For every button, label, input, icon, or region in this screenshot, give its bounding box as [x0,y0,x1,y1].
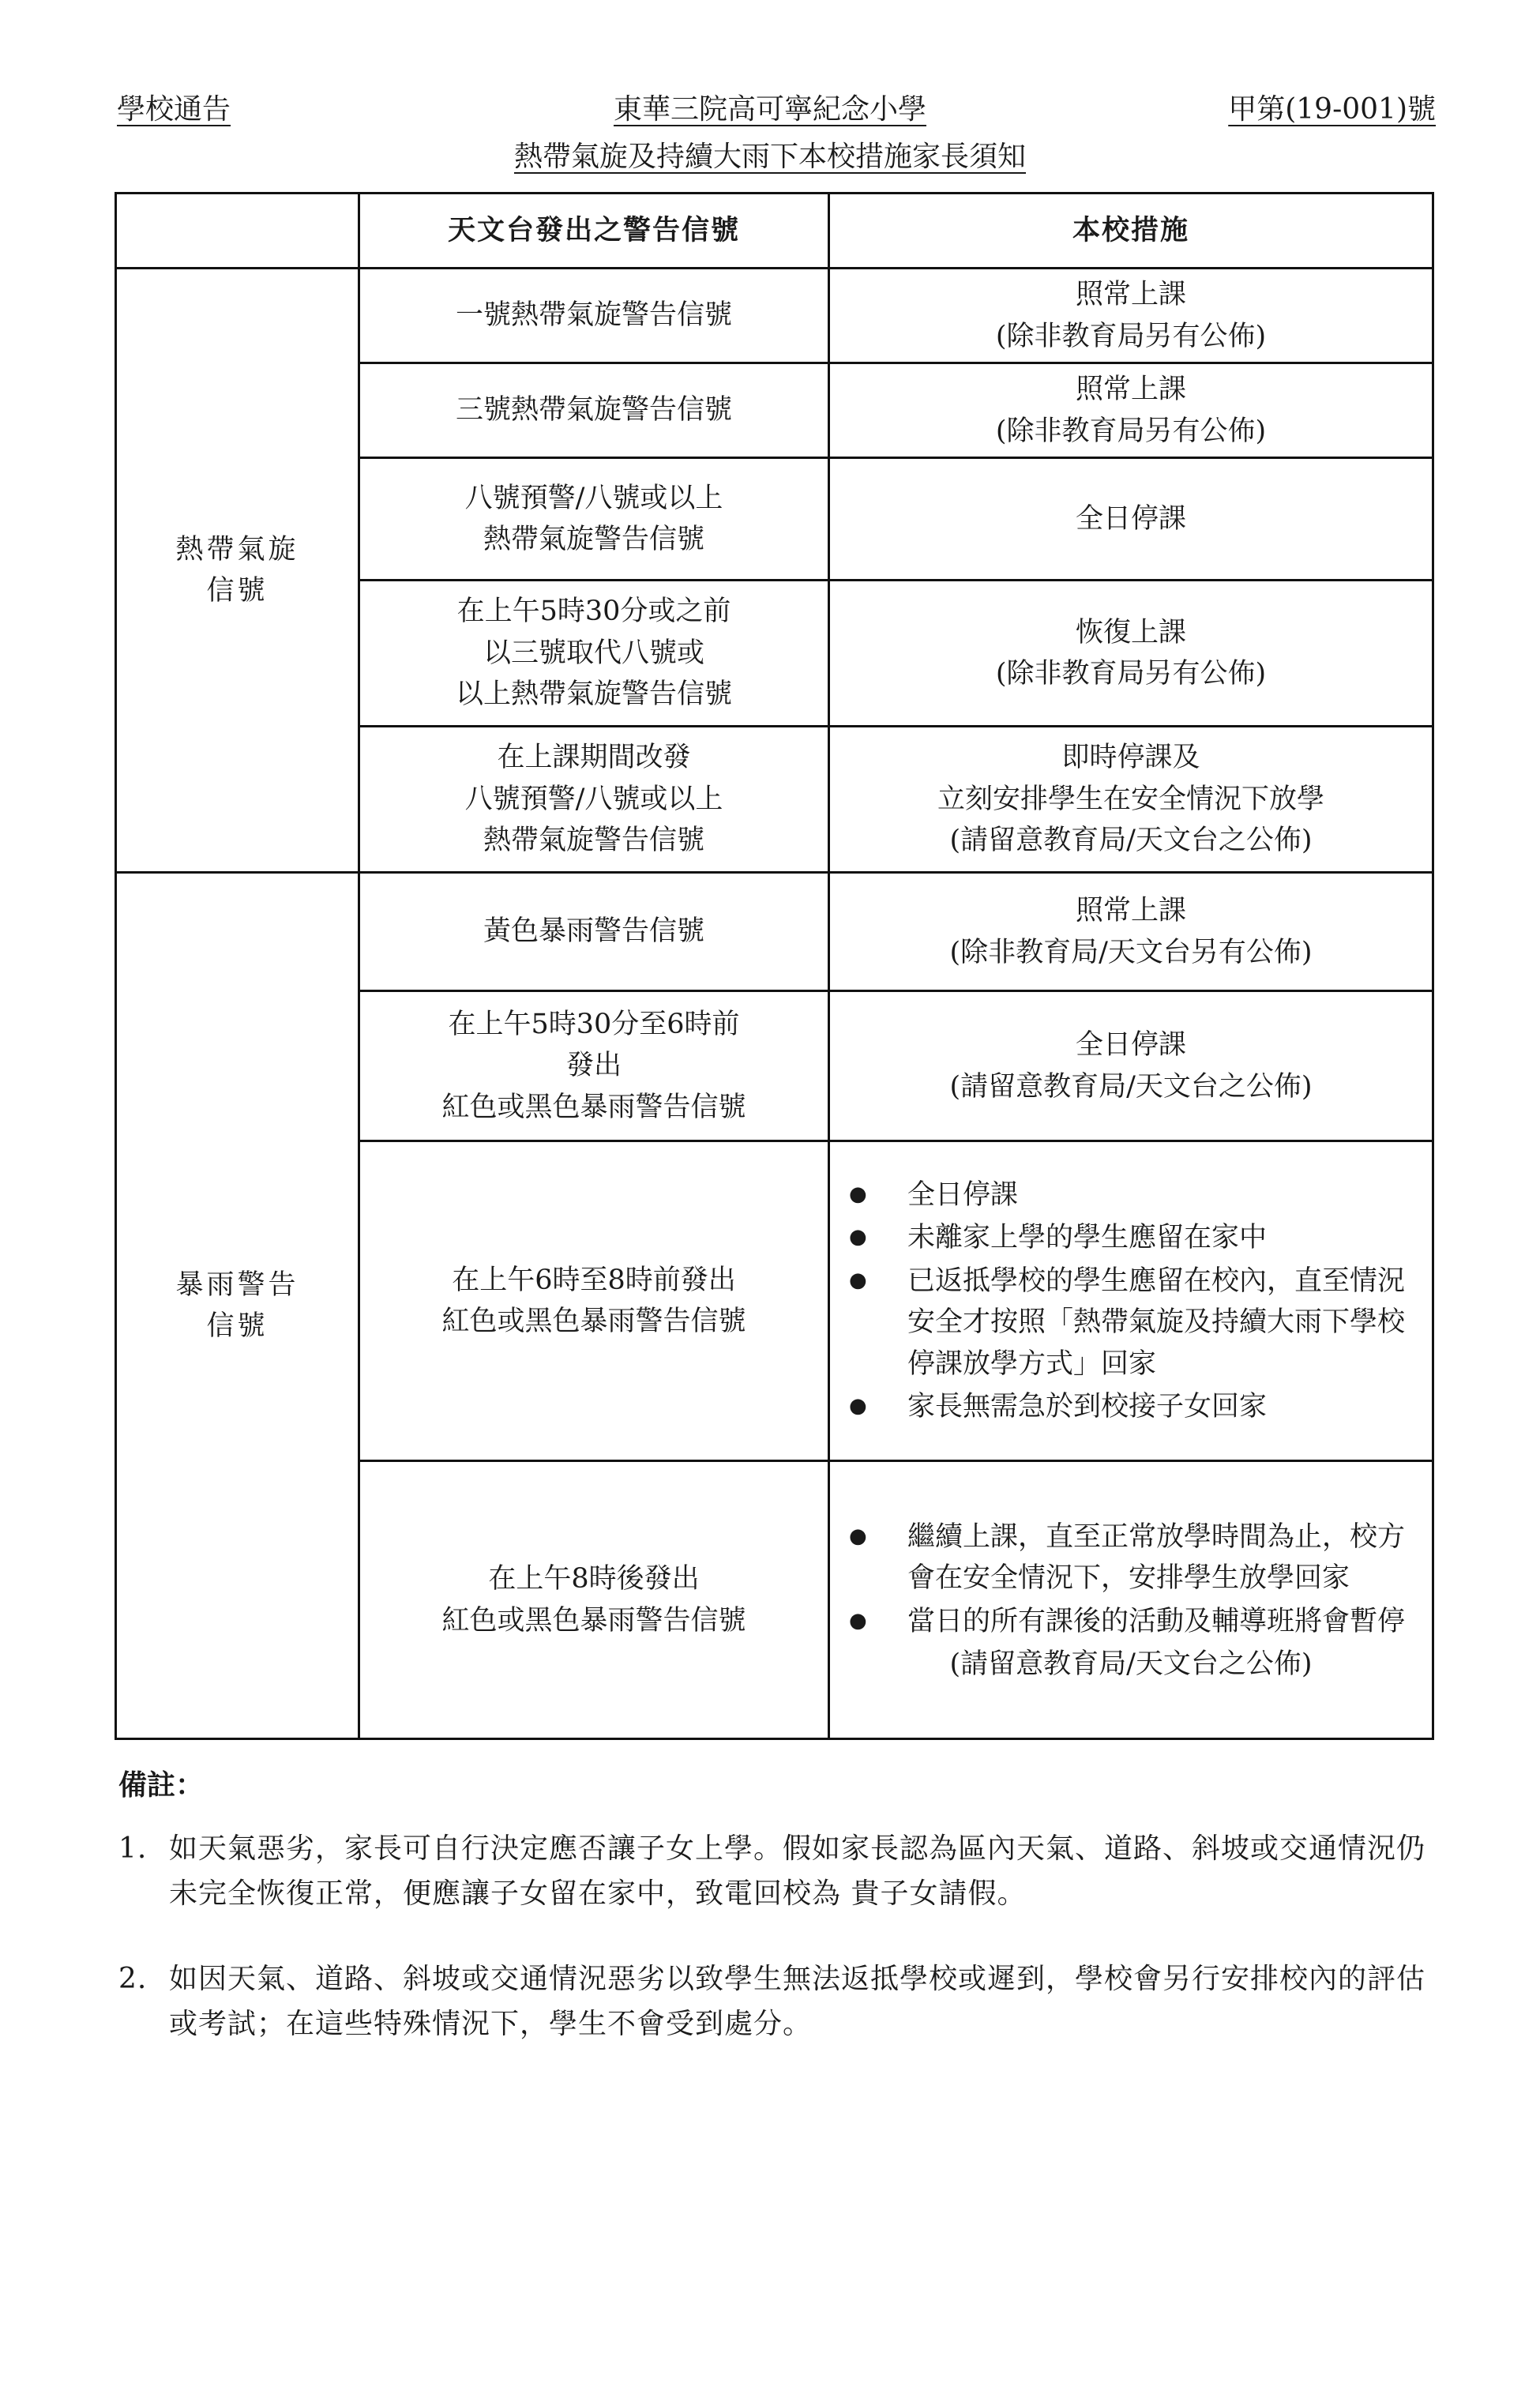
remark-text: 如天氣惡劣，家長可自行決定應否讓子女上學。假如家長認為區內天氣、道路、斜坡或交通情況仍未完全恢復正常，便應讓子女留在家中，致電回校為 貴子女請假。 [169,1832,1426,1911]
table-row [116,269,1433,363]
remarks-section [118,1763,1429,2047]
measure-cell [829,1461,1433,1739]
measure-text-line: 照常上課 [1075,374,1186,405]
measure-text-line: 照常上課 [1075,895,1186,926]
signal-text-line: 以上熱帶氣旋警告信號 [455,678,732,711]
signal-text-line: 在上午5時30分或之前 [456,596,731,628]
remark-item [118,1826,1429,1917]
signal-text-line: 在上午5時30分至6時前 [448,1008,740,1040]
category-label-line: 信號 [206,1310,269,1342]
measure-cell [829,1141,1433,1461]
signal-text-line: 八號預警/八號或以上 [464,783,723,815]
remark-number: 2. [118,1962,148,1995]
category-label-line: 信號 [206,575,269,607]
measure-bullet-item: ● 繼續上課，直至正常放學時間為止，校方會在安全情況下，安排學生放學回家 [849,1516,1421,1599]
measure-cell [829,458,1433,581]
signal-text-line: 紅色或黑色暴雨警告信號 [441,1604,746,1637]
measure-bullet-item: ● 已返抵學校的學生應留在校內，直至情況安全才按照「熱帶氣旋及持續大雨下學校停課放學方式」回家 [849,1261,1421,1385]
signal-cell [359,991,829,1141]
signal-cell [359,363,829,458]
signal-cell [359,1461,829,1739]
signal-cell [359,1141,829,1461]
measure-text-line: (除非教育局另有公佈) [995,415,1267,447]
signal-cell [359,873,829,991]
measure-text-line: 照常上課 [1075,279,1186,310]
signal-text-line: 三號熱帶氣旋警告信號 [455,394,732,427]
measure-cell [829,991,1433,1141]
signal-text-line: 紅色或黑色暴雨警告信號 [441,1091,746,1123]
signal-text-line: 熱帶氣旋警告信號 [483,524,704,555]
signal-text-line: 一號熱帶氣旋警告信號 [455,299,732,332]
signal-text-line: 發出 [565,1050,622,1082]
signal-category-cell [116,269,359,873]
signal-text-line: 八號預警/八號或以上 [464,482,723,514]
measure-text-line: (除非教育局另有公佈) [995,320,1267,352]
category-label-line: 暴雨警告 [175,1268,299,1301]
measure-bullet-list [841,1516,1421,1643]
measure-column-header: 本校措施 [829,194,1433,269]
measure-text-line: 全日停課 [1075,1029,1186,1061]
measure-cell [829,363,1433,458]
measure-note: (請留意教育局/天文台之公佈) [949,1648,1313,1680]
measure-text-line: 恢復上課 [1075,616,1186,648]
signal-category-cell [116,873,359,1739]
signal-text-line: 熱帶氣旋警告信號 [483,825,704,857]
measure-cell [829,581,1433,727]
notice-number: 甲第(19-001)號 [1228,93,1436,126]
signal-cell [359,269,829,363]
measure-text-line: (除非教育局另有公佈) [995,658,1267,690]
signal-column-header: 天文台發出之警告信號 [359,194,829,269]
remark-text: 如因天氣、道路、斜坡或交通情況惡劣以致學生無法返抵學校或遲到，學校會另行安排校內的評估或考試；在這些特殊情況下，學生不會受到處分。 [169,1962,1426,2041]
measure-text-line: (請留意教育局/天文台之公佈) [949,1070,1313,1103]
measures-table [115,192,1434,1740]
signal-text-line: 黃色暴雨警告信號 [483,915,704,948]
measure-text-line: 立刻安排學生在安全情況下放學 [937,783,1324,815]
table-row [116,873,1433,991]
measure-bullet-item: ● 當日的所有課後的活動及輔導班將會暫停 [849,1601,1421,1643]
signal-text-line: 在上課期間改發 [497,742,691,774]
measure-text-line: 全日停課 [1075,502,1186,535]
signal-cell [359,581,829,727]
school-name: 東華三院高可寧紀念小學 [613,93,926,126]
measure-bullet-item: ● 家長無需急於到校接子女回家 [849,1386,1421,1428]
signal-cell [359,458,829,581]
signal-text-line: 以三號取代八號或 [483,637,704,669]
category-label-line: 熱帶氣旋 [175,533,299,566]
table-header-row [116,194,1433,269]
measure-bullet-item: ● 未離家上學的學生應留在家中 [849,1217,1421,1259]
remarks-title: 備註： [118,1768,205,1802]
measure-text-line: (請留意教育局/天文台之公佈) [949,825,1313,857]
table-body [116,269,1433,1739]
measure-cell [829,727,1433,873]
signal-text-line: 在上午6時至8時前發出 [452,1264,736,1296]
empty-header-cell [116,194,359,269]
measure-bullet-list [841,1174,1421,1428]
signal-text-line: 在上午8時後發出 [488,1563,700,1595]
measure-bullet-item: ● 全日停課 [849,1174,1421,1216]
measure-cell [829,269,1433,363]
measure-cell [829,873,1433,991]
notice-type-label: 學校通告 [117,93,231,126]
notice-title: 熱帶氣旋及持續大雨下本校措施家長須知 [513,141,1026,173]
measure-text-line: (除非教育局/天文台另有公佈) [949,936,1313,968]
measure-text-line: 即時停課及 [1061,742,1200,774]
signal-cell [359,727,829,873]
remark-number: 1. [118,1832,148,1865]
remark-item [118,1956,1429,2047]
signal-text-line: 紅色或黑色暴雨警告信號 [441,1306,746,1337]
